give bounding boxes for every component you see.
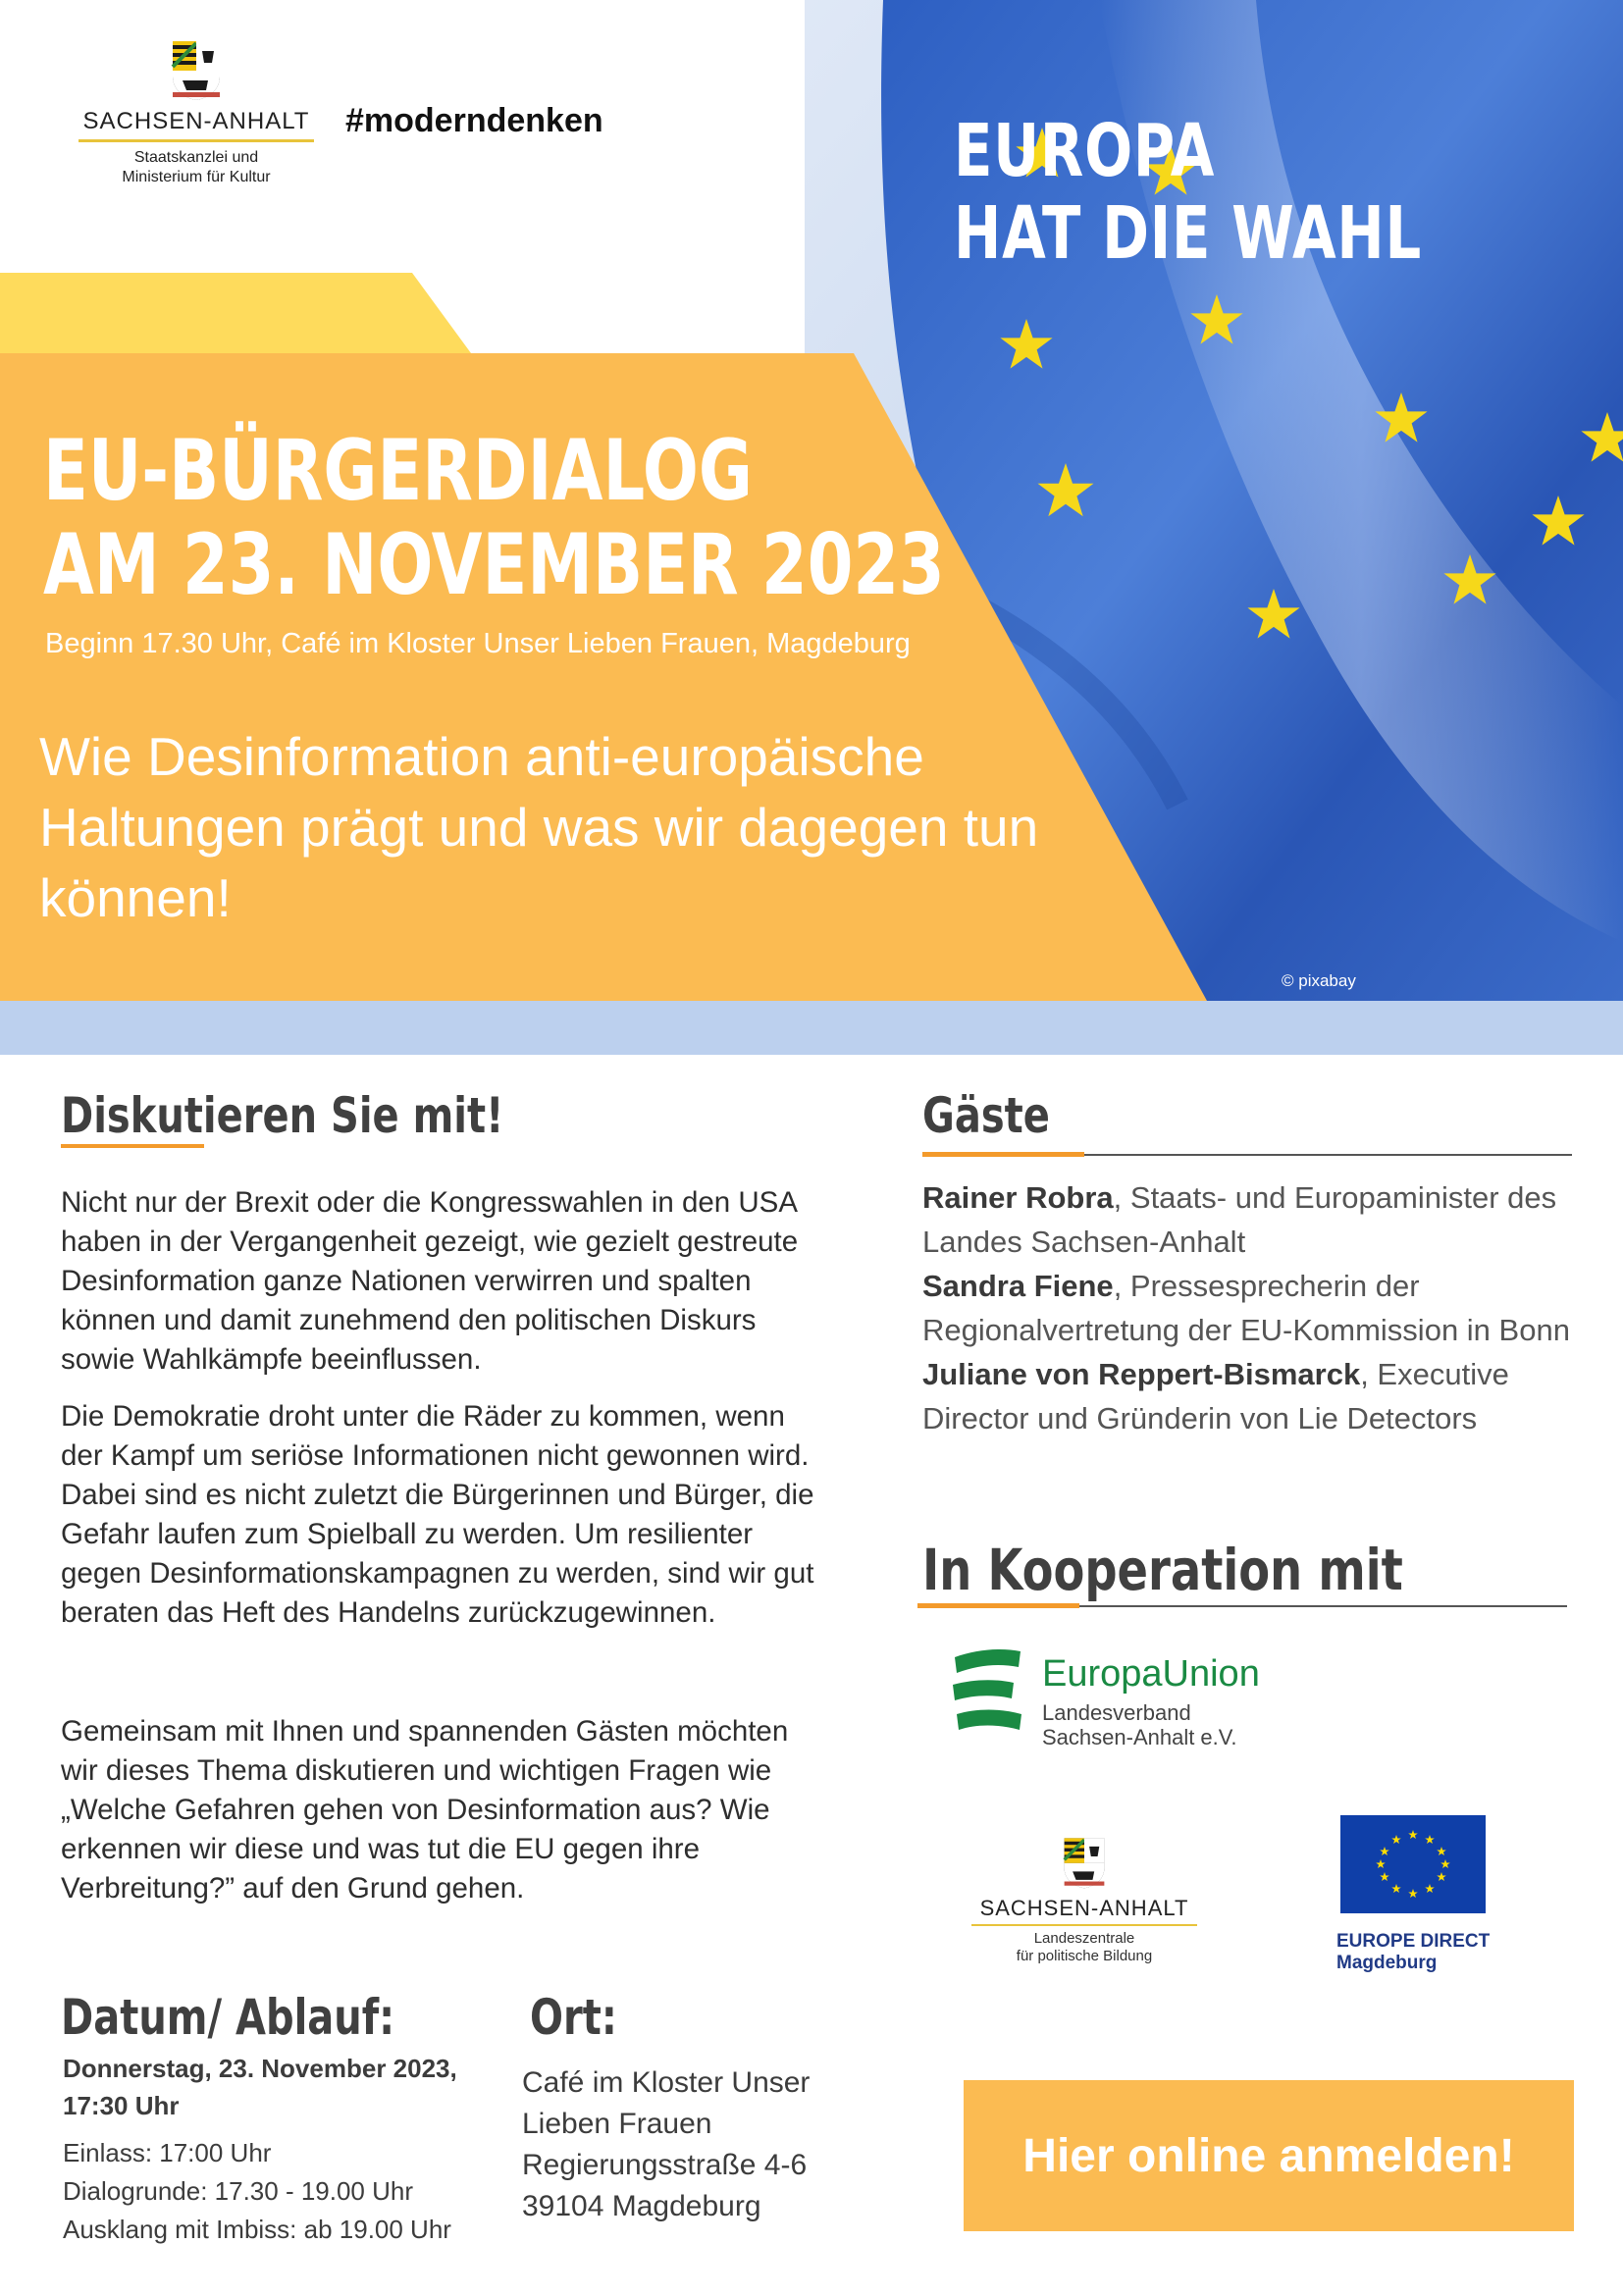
landeszentrale-subtitle (971, 1930, 1197, 1965)
logo-sub-line: Ministerium für Kultur (122, 169, 271, 185)
europe-direct-label (1336, 1931, 1490, 1974)
guests-heading: Gäste (922, 1087, 1050, 1144)
register-online-button[interactable]: Hier online anmelden! (964, 2080, 1574, 2231)
guest-name: Juliane von Reppert-Bismarck (922, 1357, 1361, 1391)
sachsen-anhalt-staatskanzlei-logo (79, 37, 314, 187)
guest-role: , Executive Director und Gründerin von Lie Detectors (922, 1357, 1509, 1435)
guest-entry (922, 1175, 1609, 1264)
lpb-sub-line: für politische Bildung (1016, 1948, 1153, 1964)
hero-headline-line: HAT DIE WAHL (954, 191, 1423, 276)
location-heading: Ort: (530, 1989, 617, 2046)
discussion-paragraph: Die Demokratie droht unter die Räder zu kommen, wenn der Kampf um seriöse Informationen nicht gewonnen wird. Dabei sind es nicht zuletzt die Bürgerinnen und Bürger, die Gefahr laufen zum Spielball zu werden. Um resilienter gegen Desinformationskampagnen zu werden, sind wir gut beraten das Heft des Handelns zurückzugewinnen. (61, 1400, 814, 1629)
eu-flag-icon (1340, 1815, 1486, 1913)
europa-union-name: EuropaUnion (1042, 1653, 1260, 1695)
location-address (522, 2062, 810, 2227)
logo-underline (79, 139, 314, 142)
event-date: Donnerstag, 23. November 2023, 17:30 Uhr (63, 2054, 457, 2120)
event-subtitle: Beginn 17.30 Uhr, Café im Kloster Unser Lieben Frauen, Magdeburg (45, 628, 911, 659)
schedule-item: Ausklang mit Imbiss: ab 19.00 Uhr (63, 2215, 451, 2244)
coat-of-arms-icon (1061, 1835, 1108, 1890)
heading-underline (922, 1152, 1084, 1157)
landeszentrale-name: SACHSEN-ANHALT (979, 1896, 1189, 1920)
schedule-item: Dialogrunde: 17.30 - 19.00 Uhr (63, 2176, 414, 2206)
staatskanzlei-subtitle (79, 148, 314, 187)
guest-role: , Staats- und Europaminister des Landes Sachsen-Anhalt (922, 1180, 1557, 1259)
heading-underline (61, 1144, 204, 1148)
discussion-paragraph: Nicht nur der Brexit oder die Kongresswahlen in den USA haben in der Vergangenheit gezeigt, wie gezielt gestreute Desinformation ganze Nationen verwirren und spalten können und damit zunehmend den politischen Diskurs sowie Wahlkämpfe beeinflussen. (61, 1186, 799, 1376)
europa-union-subtitle (1042, 1700, 1237, 1749)
heading-underline (917, 1603, 1079, 1608)
hashtag-moderndenken: #moderndenken (345, 102, 603, 139)
discussion-heading: Diskutieren Sie mit! (61, 1087, 504, 1144)
coat-of-arms-icon (169, 37, 224, 102)
blue-separator-band (0, 1001, 1623, 1055)
europe-direct-line: Magdeburg (1336, 1953, 1438, 1973)
guest-name: Rainer Robra (922, 1180, 1114, 1215)
guest-list (922, 1175, 1609, 1440)
schedule-item: Einlass: 17:00 Uhr (63, 2138, 272, 2167)
lpb-sub-line: Landeszentrale (1033, 1930, 1135, 1947)
address-line: 39104 Magdeburg (522, 2190, 761, 2222)
hero-headline-line: EUROPA (954, 109, 1216, 193)
cooperation-heading: In Kooperation mit (922, 1537, 1403, 1603)
address-line: Café im Kloster Unser (522, 2066, 811, 2099)
logo-underline (971, 1924, 1197, 1926)
address-line: Regierungsstraße 4-6 (522, 2149, 808, 2181)
hero-headline (954, 110, 1422, 275)
event-title-line: AM 23. NOVEMBER 2023 (43, 516, 945, 614)
address-line: Lieben Frauen (522, 2108, 712, 2140)
guest-role: , Pressesprecherin der Regionalvertretung der EU-Kommission in Bonn (922, 1269, 1570, 1347)
photo-credit: © pixabay (1282, 971, 1356, 990)
guest-name: Sandra Fiene (922, 1269, 1114, 1303)
guest-entry (922, 1264, 1609, 1352)
europe-direct-line: EUROPE DIRECT (1336, 1931, 1491, 1952)
schedule-list (63, 2134, 451, 2249)
logo-sub-line: Staatskanzlei und (133, 149, 259, 166)
landeszentrale-logo (971, 1835, 1197, 1965)
event-title (43, 424, 945, 612)
schedule-heading: Datum/ Ablauf: (61, 1989, 395, 2046)
sachsen-anhalt-name: SACHSEN-ANHALT (82, 108, 310, 134)
europa-union-sub-line: Sachsen-Anhalt e.V. (1042, 1725, 1237, 1749)
event-question: Wie Desinformation anti-europäische Haltungen prägt und was wir dagegen tun können! (39, 726, 1039, 928)
europa-union-e-icon (947, 1645, 1035, 1744)
discussion-paragraph: Gemeinsam mit Ihnen und spannenden Gästen möchten wir dieses Thema diskutieren und wichtigen Fragen wie „Welche Gefahren gehen von Desinformation aus? Wie erkennen wir diese und was tut die EU gegen ihre Verbreitung?” auf den Grund gehen. (61, 1715, 789, 1905)
guest-entry (922, 1352, 1609, 1440)
europa-union-sub-line: Landesverband (1042, 1700, 1191, 1725)
yellow-accent-strip (0, 273, 471, 353)
event-title-line: EU-BÜRGERDIALOG (43, 422, 753, 520)
